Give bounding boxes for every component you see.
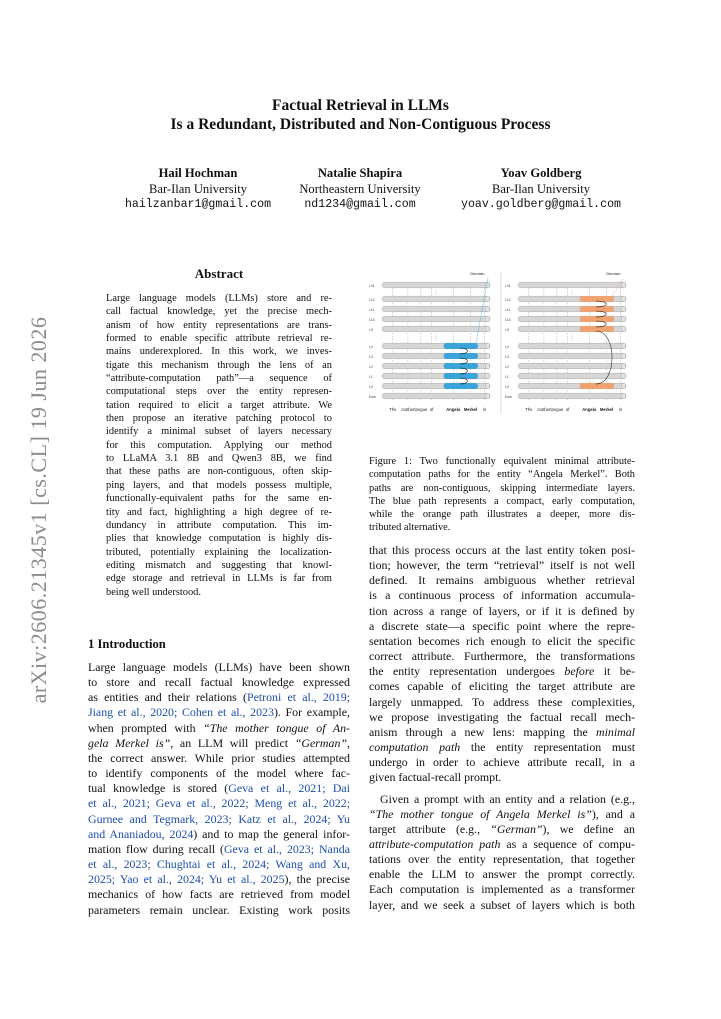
text-line: editing mismatch and suggesting that knowl- — [106, 559, 332, 571]
text-line — [369, 679, 635, 694]
layer-label: Emb — [369, 395, 376, 399]
token-label: Angela — [446, 407, 461, 412]
text-line: Large language models (LLMs) store and re- — [106, 293, 332, 304]
text-span: sentation becomes rich enough to elicit the specific — [369, 633, 635, 648]
text-span: is a continuous process of information accumula- — [369, 588, 635, 603]
token-label: The — [389, 407, 397, 412]
text-line — [369, 898, 635, 913]
layer-label: L2 — [505, 365, 509, 369]
citation-link[interactable]: 2025; Yao et al., 2024; Yu et al., 2025 — [88, 872, 285, 887]
text-line: functionally-equivalent paths for the same en- — [106, 493, 332, 505]
last-token-cell — [486, 384, 490, 389]
last-token-cell — [486, 364, 490, 369]
author-email: hailzanbar1@gmail.com — [124, 198, 272, 211]
abstract-heading: Abstract — [194, 266, 244, 281]
text-line — [88, 887, 350, 902]
last-token-cell — [622, 327, 626, 332]
layer-label: L0 — [369, 385, 373, 389]
text-span: that this process occurs at the last entity token posi- — [369, 543, 635, 557]
layer-label: L1 — [369, 375, 373, 379]
text-line — [88, 721, 350, 736]
text-line — [88, 872, 350, 887]
text-line: tity and fact, highlighting a high degree of re- — [106, 506, 332, 518]
last-token-cell — [622, 364, 626, 369]
layer-label: L4 — [369, 345, 373, 349]
token-label: of — [565, 407, 570, 412]
text-line — [369, 882, 635, 897]
output-label: German — [470, 271, 485, 276]
layer-label: L3 — [369, 355, 373, 359]
text-span: “German” — [490, 821, 543, 836]
text-span: to store and recall factual knowledge expressed — [88, 675, 350, 690]
text-line: anism of how entity representations are trans- — [106, 319, 332, 331]
text-line — [369, 837, 635, 852]
text-line: for this computation. Applying our method — [106, 439, 332, 451]
text-line — [88, 736, 350, 751]
token-label: Merkel — [599, 407, 614, 412]
text-span: we propose investigating the factual recall mech- — [369, 709, 635, 724]
text-line — [88, 903, 350, 918]
text-line: tributed alternative. — [369, 522, 451, 534]
text-line — [88, 660, 350, 675]
citation-link[interactable]: Geva et al., 2023; Nanda — [223, 841, 350, 856]
text-line — [369, 710, 635, 725]
last-token-cell — [486, 344, 490, 349]
layer-label: L10 — [505, 318, 511, 322]
text-line — [369, 588, 635, 603]
text-span: mechanics of how facts are retrieved from model — [88, 887, 350, 902]
last-token-cell — [622, 283, 626, 288]
layer-label: L4 — [505, 345, 509, 349]
last-token-cell — [486, 307, 490, 312]
text-span: ). For example, — [273, 705, 350, 720]
token-label: is — [483, 407, 487, 412]
layer-label: L31 — [505, 284, 511, 288]
text-line: call factual knowledge, yet the precise mech- — [106, 306, 332, 318]
layer-bar — [518, 353, 626, 359]
layer-label: L12 — [369, 298, 375, 302]
text-span: tations over the entity representation, that together — [369, 852, 635, 867]
text-span: the entity representation undergoes — [369, 664, 565, 679]
text-span: layer, and we seek a subset of layers which is both — [369, 897, 635, 912]
text-line — [88, 690, 350, 705]
text-span: tion across a range of layers, or if it is defined by — [369, 603, 635, 618]
last-token-cell — [622, 374, 626, 379]
text-span: ) and to map the general infor- — [193, 826, 350, 841]
text-line: while the orange path illustrates a deeper, more dis- — [369, 509, 635, 521]
text-span: anism through a new lens: mapping the — [369, 724, 597, 739]
text-line: identify a minimal subset of layers necessary — [106, 426, 332, 438]
text-span: the correct answer. While prior studies attempted — [88, 750, 350, 765]
text-line — [88, 857, 350, 872]
layer-bar — [382, 296, 490, 302]
text-span: largely unmapped. To address these complexities, — [369, 694, 635, 709]
token-label: The — [525, 407, 533, 412]
text-span: defined. It remains ambiguous whether retrieval — [369, 573, 635, 588]
token-label: mother — [401, 407, 415, 412]
layer-label: Emb — [505, 395, 512, 399]
text-span: minimal — [596, 724, 635, 739]
text-span: given factual-recall prompt. — [369, 770, 502, 785]
text-line: then propose an iterative patching protocol to — [106, 413, 332, 425]
text-line: being well understood. — [106, 586, 201, 598]
output-label: German — [606, 271, 621, 276]
layer-label: L12 — [505, 298, 511, 302]
text-span: , — [347, 735, 350, 750]
text-span: “The mother tongue of Angela Merkel is” — [369, 806, 592, 821]
text-span: ), and a — [591, 806, 636, 821]
text-line: edge storage and retrieval in LLMs is far from — [106, 573, 332, 585]
figure-1-attribute-computation-paths — [368, 268, 636, 416]
text-line: mains underexplored. In this work, we inves- — [106, 346, 332, 358]
abstract-text — [106, 292, 332, 599]
title-line-2: Is a Redundant, Distributed and Non-Contiguous Process — [170, 116, 551, 133]
text-line — [369, 852, 635, 867]
text-span: parameters remain unclear. Existing work posits — [88, 902, 350, 917]
author-email: yoav.goldberg@gmail.com — [460, 198, 622, 211]
text-span: “The mother tongue of An- — [203, 720, 350, 735]
layer-label: L10 — [369, 318, 375, 322]
text-span: Large language models (LLMs) have been shown — [88, 660, 350, 674]
text-span: tual knowledge is stored ( — [88, 781, 229, 796]
text-span: gela Merkel is” — [88, 735, 171, 750]
text-span: target attribute (e.g., — [369, 821, 491, 836]
last-token-cell — [486, 394, 490, 399]
citation-link[interactable]: Jiang et al., 2020; Cohen et al., 2023 — [88, 705, 274, 720]
text-line: plies that knowledge computation is highly dis- — [106, 533, 332, 545]
text-line: computation paths for the entity “Angela Merkel”. Both — [369, 469, 635, 481]
title-line-1: Factual Retrieval in LLMs — [272, 97, 449, 114]
citation-link[interactable]: Geva et al., 2021; Dai — [228, 781, 350, 796]
text-line — [88, 827, 350, 842]
token-label: tongue — [414, 407, 428, 412]
text-line — [369, 573, 635, 588]
last-token-cell — [486, 354, 490, 359]
layer-label: L9 — [369, 328, 373, 332]
text-line: The blue path represents a compact, early computation, — [369, 495, 635, 507]
text-line — [369, 604, 635, 619]
layer-bar — [518, 393, 626, 399]
author-name: Natalie Shapira — [317, 166, 403, 180]
text-line — [369, 822, 635, 837]
text-span: ), the precise — [284, 872, 350, 887]
text-line — [88, 766, 350, 781]
text-line: formed to enable specific attribute retrieval re- — [106, 333, 332, 345]
author-3 — [436, 165, 646, 213]
text-span: to identify components of the model where fac- — [88, 766, 350, 781]
author-name: Yoav Goldberg — [500, 166, 582, 180]
text-line: that these paths are non-contiguous, often skip- — [106, 466, 332, 478]
citation-link[interactable]: Petroni et al., 2019; — [246, 690, 350, 705]
text-line — [369, 740, 635, 755]
last-token-cell — [486, 317, 490, 322]
text-span: Each computation is implemented as a transformer — [369, 882, 635, 897]
layer-bar — [382, 326, 490, 332]
text-span: attribute-computation path — [369, 836, 501, 851]
text-line: tigate this mechanism through the lens of an — [106, 359, 332, 371]
text-span: tion; however, the term “retrieval” itself is not well — [369, 558, 635, 573]
citation-link[interactable]: Gurnee and Tegmark, 2023; Katz et al., 2024; Yu — [88, 811, 350, 826]
text-span: , an LLM will predict — [170, 735, 295, 750]
last-token-cell — [486, 374, 490, 379]
text-line: paths are non-contiguous, skipping intermediate layers. — [369, 482, 635, 494]
last-token-cell — [622, 384, 626, 389]
text-line — [369, 770, 635, 785]
citation-link[interactable]: and Ananiadou, 2024 — [88, 826, 194, 841]
text-line — [369, 755, 635, 770]
last-token-cell — [486, 327, 490, 332]
text-span: Given a prompt with an entity and a relation (e.g., — [380, 791, 635, 806]
text-line: tributed, potentially explaining the localization- — [106, 546, 332, 558]
text-line: “attribute-computation path”—a sequence of — [106, 373, 332, 385]
author-affiliation: Bar-Ilan University — [148, 182, 248, 196]
layer-bar — [518, 373, 626, 379]
text-span: a discrete state—a specific point where the repre- — [369, 618, 635, 633]
text-line — [369, 867, 635, 882]
layer-label: L3 — [505, 355, 509, 359]
token-label: of — [429, 407, 434, 412]
author-affiliation: Bar-Ilan University — [491, 182, 591, 196]
layer-bar — [382, 306, 490, 312]
text-line — [369, 725, 635, 740]
introduction-text-continued — [369, 543, 635, 913]
text-line: computational steps over the entity represen- — [106, 386, 332, 398]
text-span: ), we define an — [542, 821, 635, 836]
text-span: the entity representation must — [460, 740, 635, 755]
text-line — [88, 705, 350, 720]
text-line: tation required to elicit a target attribute. We — [106, 399, 332, 411]
layer-bar — [518, 363, 626, 369]
text-span: correct attribute. Furthermore, the transformations — [369, 649, 635, 664]
arxiv-identifier: arXiv:2606.21345v1 [cs.CL] 19 Jun 2026 — [26, 316, 51, 704]
layer-bar — [518, 282, 626, 288]
text-line: dundancy in attribute computation. This im- — [106, 519, 332, 531]
last-token-cell — [622, 394, 626, 399]
text-line — [88, 842, 350, 857]
author-affiliation: Northeastern University — [299, 182, 421, 196]
introduction-text — [88, 660, 350, 918]
text-line: to LLaMA 3.1 8B and Qwen3 8B, we find — [106, 453, 332, 465]
figure-1-caption — [369, 455, 635, 535]
author-name: Hail Hochman — [158, 166, 238, 180]
layer-bar — [382, 282, 490, 288]
layer-label: L31 — [369, 284, 375, 288]
text-span: when prompted with — [88, 720, 204, 735]
author-email: nd1234@gmail.com — [304, 198, 416, 211]
text-line — [88, 812, 350, 827]
text-line — [369, 649, 635, 664]
layer-label: L0 — [505, 385, 509, 389]
text-span: computation path — [369, 740, 461, 755]
text-line — [88, 796, 350, 811]
last-token-cell — [622, 317, 626, 322]
text-span: “German” — [294, 735, 348, 750]
text-line — [369, 792, 635, 807]
text-line — [88, 675, 350, 690]
token-label: Merkel — [463, 407, 478, 412]
last-token-cell — [622, 297, 626, 302]
section-heading-introduction: 1 Introduction — [88, 637, 166, 651]
last-token-cell — [622, 354, 626, 359]
text-line — [369, 558, 635, 573]
text-span: undergo in order to achieve attribute recall, in a — [369, 755, 635, 770]
last-token-cell — [622, 344, 626, 349]
text-line — [369, 664, 635, 679]
citation-link[interactable]: et al., 2021; Geva et al., 2022; Meng et al., 2022; — [88, 796, 350, 811]
last-token-cell — [486, 283, 490, 288]
text-line — [369, 619, 635, 634]
layer-bar — [382, 393, 490, 399]
last-token-cell — [622, 307, 626, 312]
citation-link[interactable]: et al., 2023; Chughtai et al., 2024; Wang and Xu, — [88, 857, 350, 872]
text-line: Figure 1: Two functionally equivalent minimal attribute- — [369, 456, 635, 467]
text-line — [369, 543, 635, 558]
text-span: as a sequence of compu- — [500, 836, 635, 851]
token-label: Angela — [582, 407, 597, 412]
text-line — [369, 634, 635, 649]
last-token-cell — [486, 297, 490, 302]
layer-label: L2 — [369, 365, 373, 369]
text-span: it be- — [594, 664, 635, 679]
text-span: enable the LLM to answer the prompt correctly. — [369, 867, 635, 882]
text-span: mation flow during recall ( — [88, 841, 224, 856]
text-line: ping layers, and that models possess multiple, — [106, 479, 332, 491]
paper-title — [0, 96, 721, 134]
text-span: before — [564, 664, 595, 679]
text-line — [369, 807, 635, 822]
text-span: as entities and their relations ( — [88, 690, 247, 705]
layer-label: L11 — [505, 308, 511, 312]
layer-label: L9 — [505, 328, 509, 332]
layer-bar — [382, 316, 490, 322]
text-line — [369, 695, 635, 710]
text-line — [88, 781, 350, 796]
author-2 — [255, 165, 465, 213]
text-span: comes capable of eliciting the target attribute are — [369, 679, 635, 694]
token-label: tongue — [550, 407, 564, 412]
text-line — [88, 751, 350, 766]
layer-label: L11 — [369, 308, 375, 312]
token-label: mother — [537, 407, 551, 412]
token-label: is — [619, 407, 623, 412]
layer-label: L1 — [505, 375, 509, 379]
